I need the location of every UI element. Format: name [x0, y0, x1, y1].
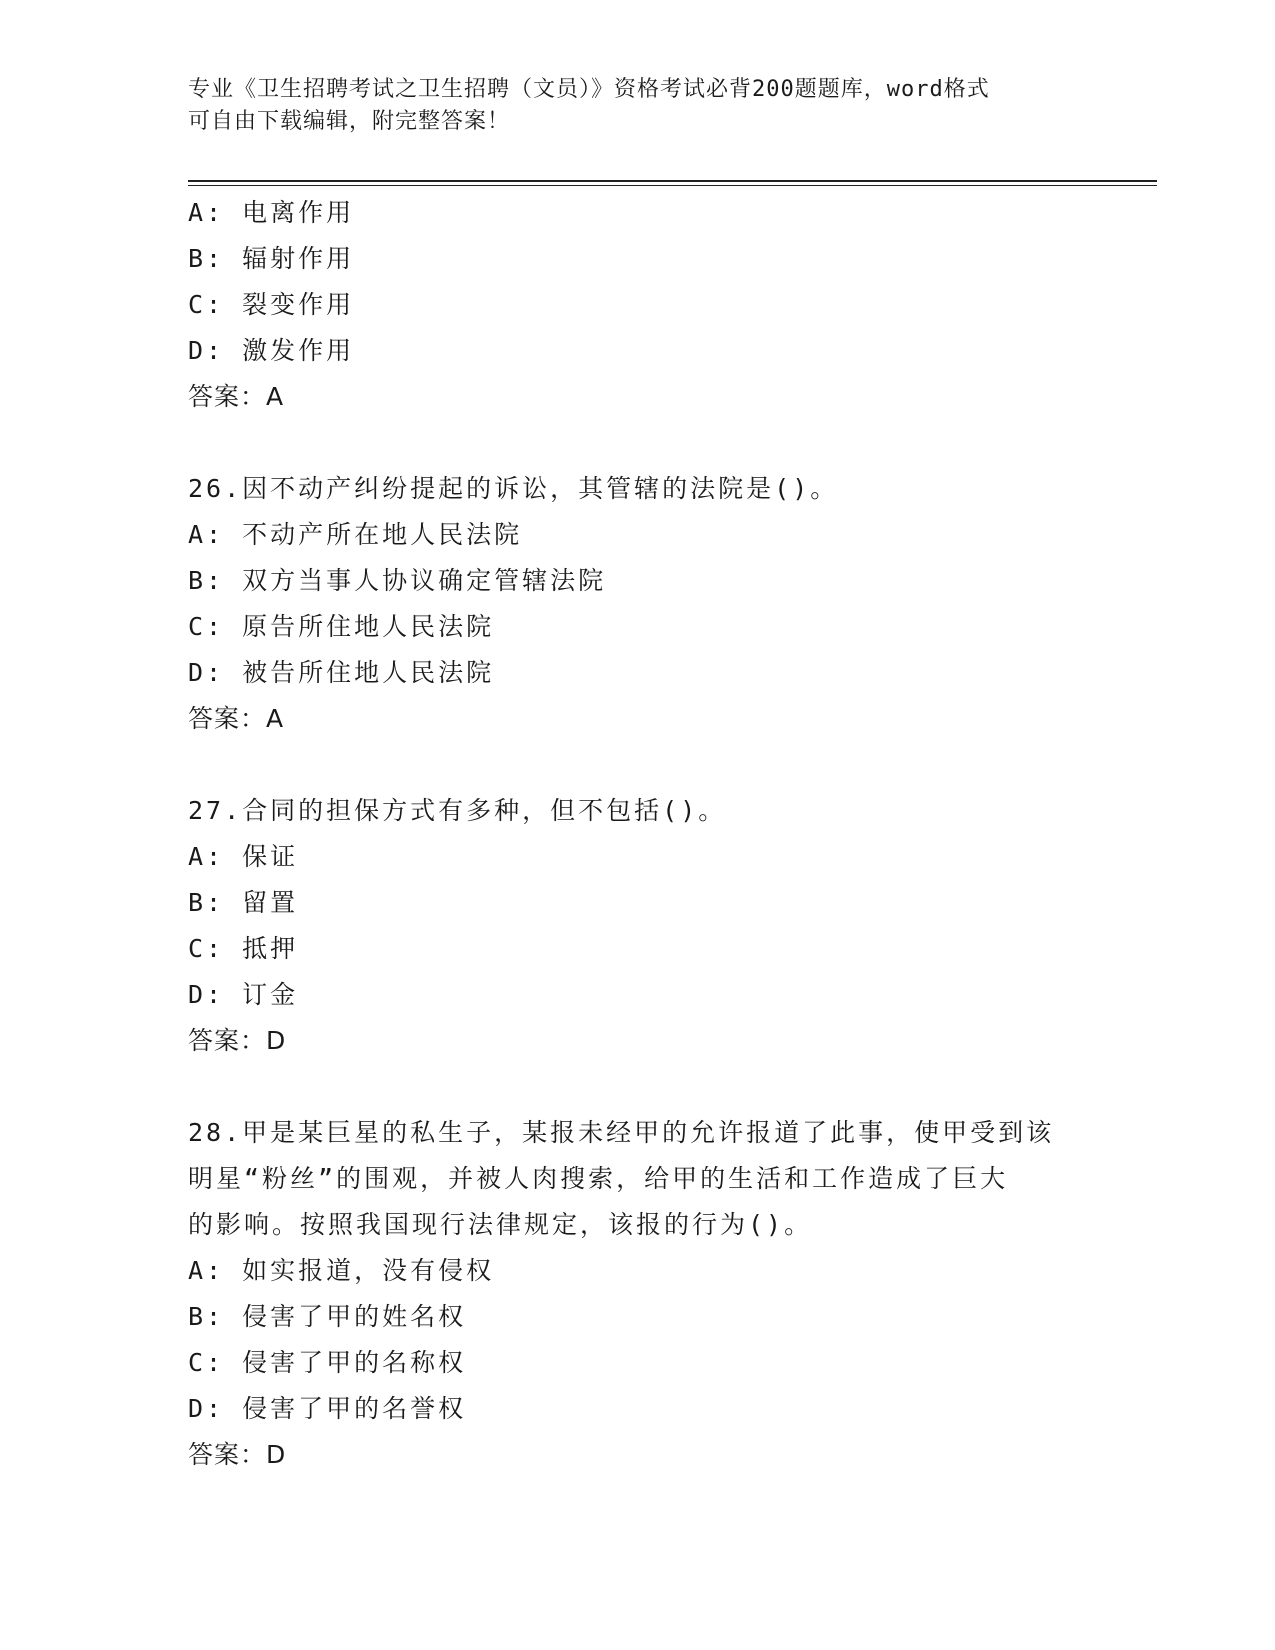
- answer-line: 答案：A: [188, 704, 285, 733]
- option-b: B: 留置: [188, 888, 299, 917]
- question-block-28: [188, 1110, 1088, 1478]
- question-spacer: [188, 742, 1088, 788]
- question-stem-line-3: 的影响。按照我国现行法律规定，该报的行为()。: [188, 1210, 813, 1239]
- document-header: [188, 74, 1088, 138]
- question-spacer: [188, 1064, 1088, 1110]
- option-c: C: 抵押: [188, 934, 299, 963]
- question-stem-line-1: 28.甲是某巨星的私生子，某报未经甲的允许报道了此事，使甲受到该: [188, 1118, 1055, 1147]
- option-c: C: 原告所住地人民法院: [188, 612, 495, 641]
- option-d: D: 侵害了甲的名誉权: [188, 1394, 467, 1423]
- question-list: [188, 190, 1088, 1478]
- option-d: D: 被告所住地人民法院: [188, 658, 495, 687]
- option-a: A: 电离作用: [188, 198, 355, 227]
- question-stem: 27.合同的担保方式有多种，但不包括()。: [188, 796, 727, 825]
- option-c: C: 侵害了甲的名称权: [188, 1348, 467, 1377]
- option-a: A: 不动产所在地人民法院: [188, 520, 523, 549]
- option-a: A: 如实报道，没有侵权: [188, 1256, 495, 1285]
- option-b: B: 双方当事人协议确定管辖法院: [188, 566, 607, 595]
- header-divider-thin: [188, 185, 1157, 186]
- question-block-25: [188, 190, 1088, 420]
- question-block-26: [188, 466, 1088, 742]
- answer-line: 答案：D: [188, 1026, 287, 1055]
- answer-line: 答案：D: [188, 1440, 287, 1469]
- question-spacer: [188, 420, 1088, 466]
- option-d: D: 激发作用: [188, 336, 355, 365]
- header-divider-thick: [188, 180, 1157, 182]
- option-b: B: 侵害了甲的姓名权: [188, 1302, 467, 1331]
- question-block-27: [188, 788, 1088, 1064]
- question-stem-line-2: 明星“粉丝”的围观，并被人肉搜索，给甲的生活和工作造成了巨大: [188, 1164, 1009, 1193]
- question-stem: 26.因不动产纠纷提起的诉讼，其管辖的法院是()。: [188, 474, 839, 503]
- answer-line: 答案：A: [188, 382, 285, 411]
- option-b: B: 辐射作用: [188, 244, 355, 273]
- header-line-2: 可自由下载编辑，附完整答案！: [188, 109, 511, 134]
- header-line-1: 专业《卫生招聘考试之卫生招聘（文员）》资格考试必背200题题库，word格式: [188, 77, 990, 102]
- option-d: D: 订金: [188, 980, 299, 1009]
- option-a: A: 保证: [188, 842, 299, 871]
- option-c: C: 裂变作用: [188, 290, 355, 319]
